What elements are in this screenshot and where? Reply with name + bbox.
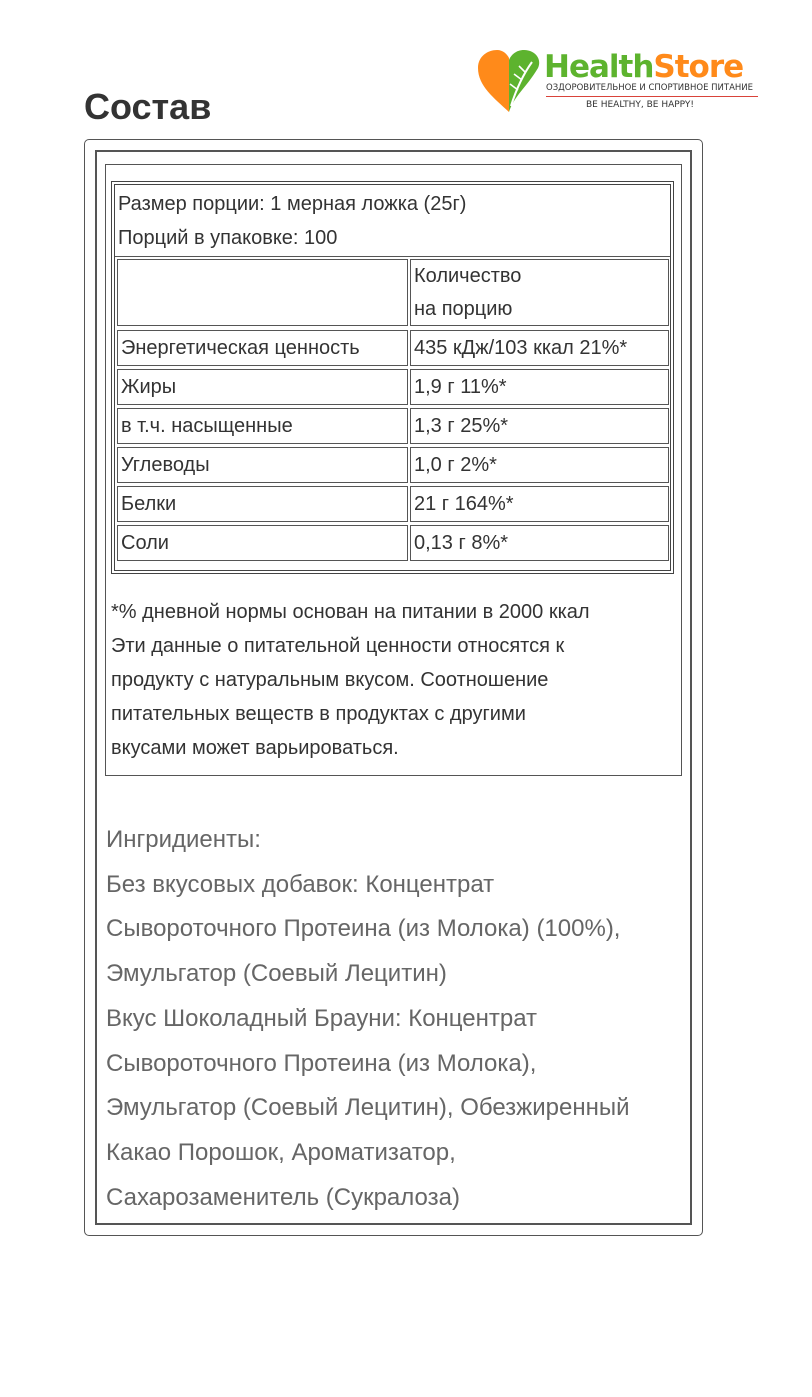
nutrition-footnote [111, 595, 683, 765]
nutrient-value-carbs: 1,0 г 2%* [410, 447, 669, 483]
healthstore-logo [474, 44, 764, 120]
amount-per-serving-header [410, 259, 669, 326]
serving-size: Размер порции: 1 мерная ложка (25г) [118, 193, 467, 215]
nutrient-name-saturated: в т.ч. насыщенные [117, 408, 408, 444]
nutrient-value-fat: 1,9 г 11%* [410, 369, 669, 405]
brand-tagline: ОЗДОРОВИТЕЛЬНОЕ И СПОРТИВНОЕ ПИТАНИЕ [546, 84, 758, 97]
footnote-line: продукту с натуральным вкусом. Соотношение [111, 669, 549, 691]
ingredients-line: Эмульгатор (Соевый Лецитин) [106, 960, 447, 988]
header-empty-cell [117, 259, 408, 326]
composition-inner-frame [95, 150, 692, 1225]
footnote-line: Эти данные о питательной ценности относятся к [111, 635, 565, 657]
serving-info [115, 185, 670, 257]
footnote-line: питательных веществ в продуктах с другими [111, 703, 526, 725]
nutrient-name-energy: Энергетическая ценность [117, 330, 408, 366]
nutrient-value-saturated: 1,3 г 25%* [410, 408, 669, 444]
nutrient-value-salt: 0,13 г 8%* [410, 525, 669, 561]
nutrient-name-fat: Жиры [117, 369, 408, 405]
servings-per-container: Порций в упаковке: 100 [118, 227, 338, 249]
header-line-2: на порцию [414, 298, 513, 320]
brand-health: Health [544, 49, 654, 85]
page-title: Состав [84, 86, 212, 127]
nutrient-name-protein: Белки [117, 486, 408, 522]
header-line-1: Количество [414, 265, 522, 287]
nutrition-label [105, 164, 682, 776]
ingredients-line: Сывороточного Протеина (из Молока), [106, 1049, 537, 1077]
nutrition-table [111, 181, 674, 574]
ingredients-line: Эмульгатор (Соевый Лецитин), Обезжиренный [106, 1094, 630, 1122]
ingredients-line: Без вкусовых добавок: Концентрат [106, 870, 495, 898]
nutrient-name-salt: Соли [117, 525, 408, 561]
ingredients-heading: Ингридиенты: [106, 826, 261, 853]
composition-box [84, 139, 703, 1236]
brand-name [544, 49, 744, 85]
ingredients-line: Какао Порошок, Ароматизатор, [106, 1138, 456, 1166]
ingredients-line: Вкус Шоколадный Брауни: Концентрат [106, 1004, 538, 1032]
brand-store: Store [653, 49, 744, 85]
nutrient-value-protein: 21 г 164%* [410, 486, 669, 522]
footnote-line: *% дневной нормы основан на питании в 2000 ккал [111, 601, 590, 623]
brand-slogan: BE HEALTHY, BE HAPPY! [586, 100, 694, 110]
footnote-line: вкусами может варьироваться. [111, 737, 399, 759]
nutrient-name-carbs: Углеводы [117, 447, 408, 483]
ingredients-text [106, 818, 686, 1220]
ingredients-line: Сахарозаменитель (Сукралоза) [106, 1183, 460, 1211]
heart-leaf-icon [474, 46, 544, 116]
ingredients-line: Сывороточного Протеина (из Молока) (100%), [106, 915, 621, 943]
nutrient-value-energy: 435 кДж/103 ккал 21%* [410, 330, 669, 366]
